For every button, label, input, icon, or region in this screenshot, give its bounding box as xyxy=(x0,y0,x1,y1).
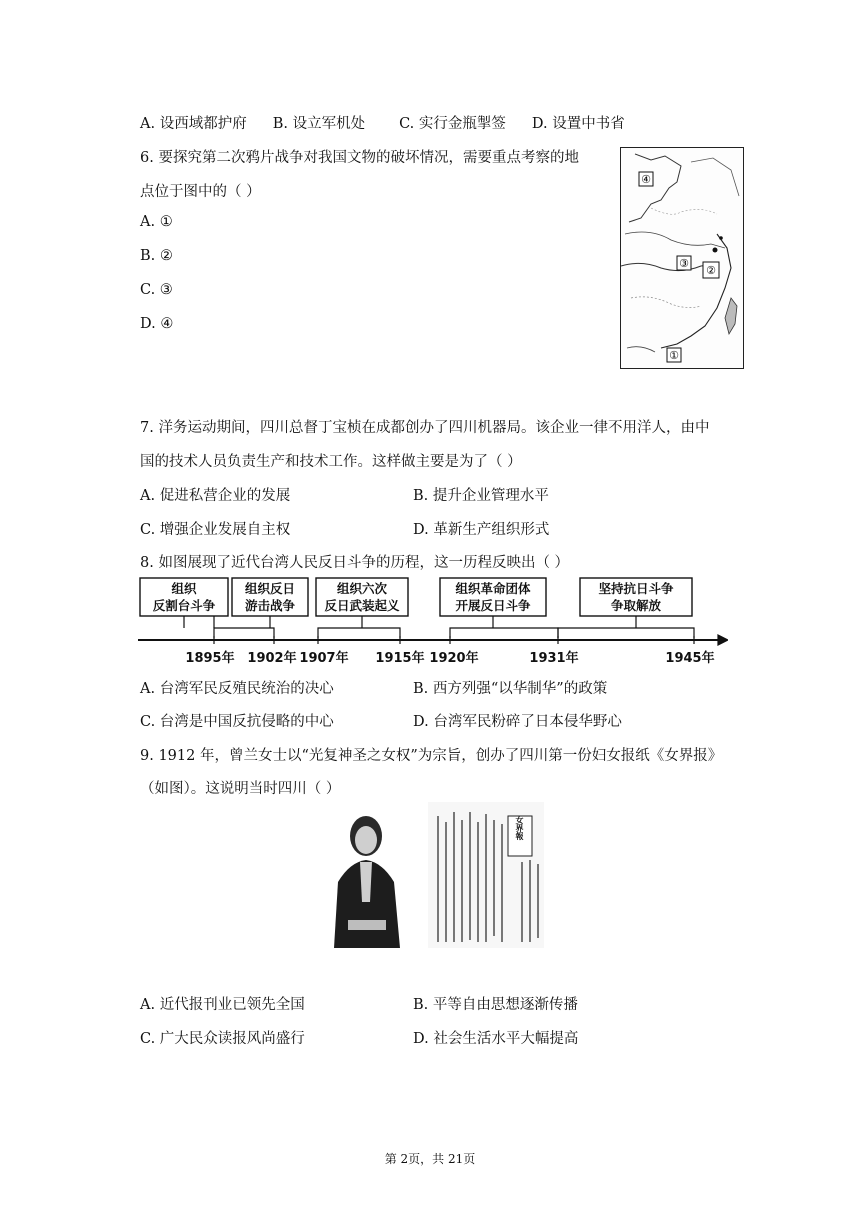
q6-option-c: C. ③ xyxy=(140,282,173,298)
q6-stem-line1: 6. 要探究第二次鸦片战争对我国文物的破坏情况，需要重点考察的地 xyxy=(140,150,579,166)
timeline-box-2-line1: 组织反日 xyxy=(244,581,296,596)
timeline-year-1931: 1931年 xyxy=(529,651,579,666)
q5-option-d: D. 设置中书省 xyxy=(531,116,625,132)
timeline-box-3-line1: 组织六次 xyxy=(336,581,388,596)
q5-option-a: A. 设西域都护府 xyxy=(140,116,247,132)
q9-stem-line1: 9. 1912 年，曾兰女士以“光复神圣之女权”为宗旨，创办了四川第一份妇女报纸《女界报》 xyxy=(140,748,723,764)
q7-stem-line1: 7. 洋务运动期间，四川总督丁宝桢在成都创办了四川机器局。该企业一律不用洋人，由中 xyxy=(140,420,710,436)
timeline-box-5-line2: 争取解放 xyxy=(610,598,662,613)
timeline-year-1895: 1895年 xyxy=(185,651,235,666)
q5-option-b: B. 设立军机处 xyxy=(272,116,366,132)
q7-option-a: A. 促进私营企业的发展 xyxy=(140,488,291,504)
q9-option-b: B. 平等自由思想逐渐传播 xyxy=(413,997,578,1013)
q8-stem: 8. 如图展现了近代台湾人民反日斗争的历程，这一历程反映出（ ） xyxy=(140,555,570,571)
q9-option-c: C. 广大民众读报风尚盛行 xyxy=(140,1031,305,1047)
map-marker-1: ① xyxy=(669,349,679,362)
timeline-box-1-line2: 反割台斗争 xyxy=(152,598,216,613)
timeline-box-3-line2: 反日武装起义 xyxy=(324,598,400,613)
map-marker-2: ② xyxy=(706,264,716,277)
q7-stem-line2: 国的技术人员负责生产和技术工作。这样做主要是为了（ ） xyxy=(140,454,522,470)
map-marker-4: ④ xyxy=(641,173,651,186)
timeline-box-2-line2: 游击战争 xyxy=(244,598,296,613)
nujiebao-figure xyxy=(320,802,544,948)
q9-option-d: D. 社会生活水平大幅提高 xyxy=(413,1031,579,1047)
timeline-year-1920: 1920年 xyxy=(429,651,479,666)
timeline-box-5-line1: 坚持抗日斗争 xyxy=(598,581,674,596)
q5-options xyxy=(140,112,780,133)
q8-option-a: A. 台湾军民反殖民统治的决心 xyxy=(140,681,334,697)
timeline-box-4-line2: 开展反日斗争 xyxy=(455,598,531,613)
q6-option-b: B. ② xyxy=(140,248,173,264)
newspaper-title: 女界報 xyxy=(515,816,525,840)
timeline-year-1902: 1902年 xyxy=(247,651,297,666)
page-footer: 第 2页，共 21页 xyxy=(384,1152,476,1166)
timeline-box-1-line1: 组织 xyxy=(171,581,197,596)
taiwan-timeline-figure xyxy=(138,576,728,666)
timeline-svg xyxy=(138,576,728,666)
timeline-year-1907: 1907年 xyxy=(299,651,349,666)
q9-option-a: A. 近代报刊业已领先全国 xyxy=(140,997,305,1013)
china-map-svg xyxy=(621,148,743,368)
q7-option-c: C. 增强企业发展自主权 xyxy=(140,522,291,538)
q5-option-c: C. 实行金瓶掣签 xyxy=(399,116,506,132)
nujiebao-svg xyxy=(320,802,544,948)
q6-stem-line2: 点位于图中的（ ） xyxy=(140,184,261,200)
map-marker-3: ③ xyxy=(679,257,689,270)
q6-option-a: A. ① xyxy=(140,214,173,230)
q8-option-b: B. 西方列强“以华制华”的政策 xyxy=(413,681,608,697)
q8-option-c: C. 台湾是中国反抗侵略的中心 xyxy=(140,714,334,730)
timeline-year-1945: 1945年 xyxy=(665,651,715,666)
timeline-box-4-line1: 组织革命团体 xyxy=(455,581,531,596)
timeline-year-1915: 1915年 xyxy=(375,651,425,666)
q8-option-d: D. 台湾军民粉碎了日本侵华野心 xyxy=(413,714,622,730)
q7-option-d: D. 革新生产组织形式 xyxy=(413,522,550,538)
q7-option-b: B. 提升企业管理水平 xyxy=(413,488,549,504)
q6-option-d: D. ④ xyxy=(140,316,174,332)
china-map-figure xyxy=(620,147,744,369)
q9-stem-line2: （如图）。这说明当时四川（ ） xyxy=(140,781,341,797)
